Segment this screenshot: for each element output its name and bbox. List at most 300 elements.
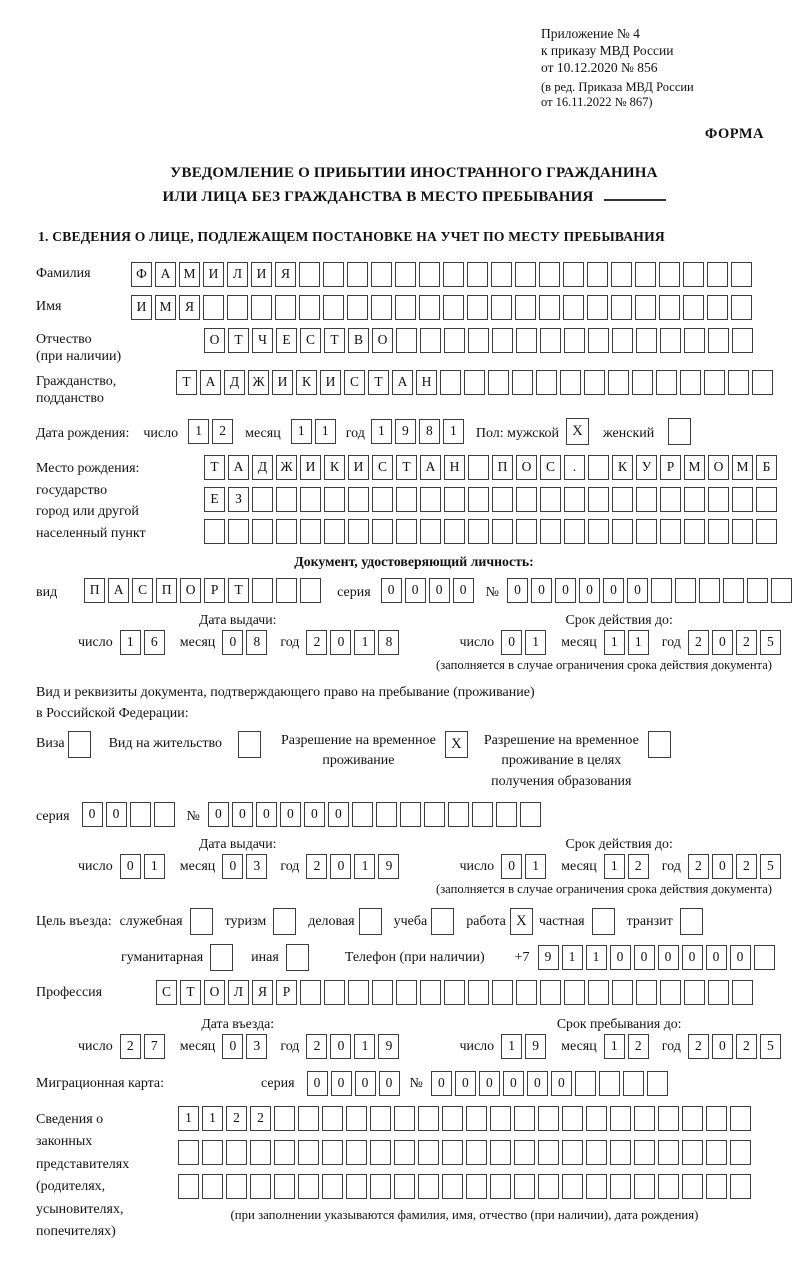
char-cell[interactable]: 0 [603, 578, 624, 603]
char-cell[interactable] [400, 802, 421, 827]
char-cell[interactable] [492, 487, 513, 512]
char-cell[interactable] [575, 1071, 596, 1096]
gender-female-checkbox[interactable] [668, 418, 691, 445]
char-cell[interactable]: С [372, 455, 393, 480]
char-cell[interactable] [490, 1174, 511, 1199]
char-cell[interactable] [347, 262, 368, 287]
char-cell[interactable]: 2 [226, 1106, 247, 1131]
char-cell[interactable]: 0 [610, 945, 631, 970]
char-cell[interactable]: 1 [354, 1034, 375, 1059]
char-cell[interactable]: 2 [736, 1034, 757, 1059]
char-cell[interactable] [588, 487, 609, 512]
char-cell[interactable] [538, 1140, 559, 1165]
char-cell[interactable] [251, 295, 272, 320]
char-cell[interactable] [516, 487, 537, 512]
char-cell[interactable] [322, 1106, 343, 1131]
char-cell[interactable]: 2 [306, 854, 327, 879]
char-cell[interactable]: Т [180, 980, 201, 1005]
char-cell[interactable] [732, 980, 753, 1005]
char-cell[interactable]: В [348, 328, 369, 353]
char-cell[interactable]: Т [368, 370, 389, 395]
char-cell[interactable] [730, 1106, 751, 1131]
char-cell[interactable]: 2 [688, 854, 709, 879]
char-cell[interactable] [636, 980, 657, 1005]
char-cell[interactable] [610, 1174, 631, 1199]
char-cell[interactable] [346, 1174, 367, 1199]
char-cell[interactable]: 5 [760, 630, 781, 655]
char-cell[interactable]: Ч [252, 328, 273, 353]
char-cell[interactable] [610, 1106, 631, 1131]
char-cell[interactable] [394, 1174, 415, 1199]
char-cell[interactable] [491, 295, 512, 320]
char-cell[interactable] [203, 295, 224, 320]
char-cell[interactable]: Ф [131, 262, 152, 287]
char-cell[interactable] [228, 519, 249, 544]
char-cell[interactable] [376, 802, 397, 827]
char-cell[interactable]: 1 [525, 630, 546, 655]
char-cell[interactable] [707, 295, 728, 320]
char-cell[interactable] [647, 1071, 668, 1096]
char-cell[interactable] [298, 1140, 319, 1165]
char-cell[interactable] [299, 262, 320, 287]
char-cell[interactable] [656, 370, 677, 395]
char-cell[interactable]: 0 [379, 1071, 400, 1096]
purpose-official-checkbox[interactable] [190, 908, 213, 935]
char-cell[interactable]: 1 [586, 945, 607, 970]
char-cell[interactable] [730, 1140, 751, 1165]
char-cell[interactable] [771, 578, 792, 603]
char-cell[interactable]: С [132, 578, 153, 603]
char-cell[interactable] [732, 328, 753, 353]
char-cell[interactable] [348, 519, 369, 544]
char-cell[interactable]: 2 [688, 1034, 709, 1059]
char-cell[interactable] [227, 295, 248, 320]
char-cell[interactable] [539, 262, 560, 287]
char-cell[interactable]: 0 [507, 578, 528, 603]
char-cell[interactable] [682, 1106, 703, 1131]
char-cell[interactable] [371, 262, 392, 287]
char-cell[interactable] [634, 1174, 655, 1199]
char-cell[interactable]: 0 [682, 945, 703, 970]
char-cell[interactable] [466, 1174, 487, 1199]
char-cell[interactable] [512, 370, 533, 395]
char-cell[interactable] [468, 980, 489, 1005]
purpose-humanitarian-checkbox[interactable] [210, 944, 233, 971]
char-cell[interactable] [276, 519, 297, 544]
char-cell[interactable] [154, 802, 175, 827]
char-cell[interactable]: 8 [246, 630, 267, 655]
purpose-other-checkbox[interactable] [286, 944, 309, 971]
char-cell[interactable]: 2 [736, 854, 757, 879]
char-cell[interactable]: 0 [355, 1071, 376, 1096]
char-cell[interactable] [348, 980, 369, 1005]
char-cell[interactable]: А [420, 455, 441, 480]
char-cell[interactable] [444, 487, 465, 512]
char-cell[interactable]: П [84, 578, 105, 603]
char-cell[interactable] [346, 1106, 367, 1131]
char-cell[interactable]: С [300, 328, 321, 353]
char-cell[interactable]: Н [416, 370, 437, 395]
char-cell[interactable] [472, 802, 493, 827]
char-cell[interactable]: О [180, 578, 201, 603]
char-cell[interactable] [274, 1106, 295, 1131]
char-cell[interactable]: 2 [306, 630, 327, 655]
char-cell[interactable] [635, 262, 656, 287]
char-cell[interactable]: С [156, 980, 177, 1005]
char-cell[interactable]: Р [276, 980, 297, 1005]
char-cell[interactable]: З [228, 487, 249, 512]
char-cell[interactable]: Я [275, 262, 296, 287]
char-cell[interactable] [588, 980, 609, 1005]
char-cell[interactable]: 2 [628, 854, 649, 879]
char-cell[interactable] [323, 295, 344, 320]
char-cell[interactable]: 0 [331, 1071, 352, 1096]
char-cell[interactable] [660, 980, 681, 1005]
char-cell[interactable]: 0 [712, 1034, 733, 1059]
char-cell[interactable] [560, 370, 581, 395]
char-cell[interactable]: 8 [378, 630, 399, 655]
option-temp-residence-checkbox[interactable]: X [445, 731, 468, 758]
char-cell[interactable]: 2 [306, 1034, 327, 1059]
char-cell[interactable]: 0 [730, 945, 751, 970]
char-cell[interactable] [659, 262, 680, 287]
char-cell[interactable]: 7 [144, 1034, 165, 1059]
char-cell[interactable]: 0 [501, 630, 522, 655]
char-cell[interactable] [756, 487, 777, 512]
char-cell[interactable]: И [320, 370, 341, 395]
char-cell[interactable] [658, 1174, 679, 1199]
char-cell[interactable] [610, 1140, 631, 1165]
char-cell[interactable] [660, 487, 681, 512]
char-cell[interactable]: 3 [246, 1034, 267, 1059]
char-cell[interactable]: Я [252, 980, 273, 1005]
char-cell[interactable] [754, 945, 775, 970]
char-cell[interactable] [322, 1140, 343, 1165]
char-cell[interactable]: 0 [501, 854, 522, 879]
char-cell[interactable]: 0 [106, 802, 127, 827]
char-cell[interactable]: 2 [688, 630, 709, 655]
char-cell[interactable] [636, 519, 657, 544]
char-cell[interactable] [250, 1174, 271, 1199]
char-cell[interactable] [599, 1071, 620, 1096]
char-cell[interactable] [466, 1106, 487, 1131]
char-cell[interactable] [394, 1106, 415, 1131]
char-cell[interactable] [490, 1106, 511, 1131]
char-cell[interactable] [396, 487, 417, 512]
char-cell[interactable]: Е [276, 328, 297, 353]
char-cell[interactable] [347, 295, 368, 320]
char-cell[interactable]: Т [228, 578, 249, 603]
char-cell[interactable]: 0 [527, 1071, 548, 1096]
char-cell[interactable]: 2 [736, 630, 757, 655]
char-cell[interactable]: И [300, 455, 321, 480]
char-cell[interactable] [699, 578, 720, 603]
char-cell[interactable] [300, 487, 321, 512]
char-cell[interactable] [612, 328, 633, 353]
char-cell[interactable] [444, 519, 465, 544]
char-cell[interactable] [747, 578, 768, 603]
char-cell[interactable]: Ж [248, 370, 269, 395]
char-cell[interactable] [612, 487, 633, 512]
char-cell[interactable]: Б [756, 455, 777, 480]
char-cell[interactable] [540, 328, 561, 353]
char-cell[interactable]: 1 [525, 854, 546, 879]
char-cell[interactable] [442, 1106, 463, 1131]
char-cell[interactable] [299, 295, 320, 320]
char-cell[interactable] [468, 487, 489, 512]
char-cell[interactable]: О [516, 455, 537, 480]
char-cell[interactable] [536, 370, 557, 395]
char-cell[interactable] [756, 519, 777, 544]
char-cell[interactable]: 1 [315, 419, 336, 444]
char-cell[interactable] [538, 1174, 559, 1199]
char-cell[interactable] [324, 980, 345, 1005]
char-cell[interactable] [348, 487, 369, 512]
char-cell[interactable]: 9 [538, 945, 559, 970]
char-cell[interactable] [707, 262, 728, 287]
char-cell[interactable]: 1 [144, 854, 165, 879]
char-cell[interactable] [730, 1174, 751, 1199]
char-cell[interactable] [708, 487, 729, 512]
char-cell[interactable]: 0 [330, 854, 351, 879]
char-cell[interactable] [684, 487, 705, 512]
char-cell[interactable]: Т [204, 455, 225, 480]
char-cell[interactable]: К [612, 455, 633, 480]
char-cell[interactable]: 1 [202, 1106, 223, 1131]
char-cell[interactable] [538, 1106, 559, 1131]
char-cell[interactable]: 5 [760, 1034, 781, 1059]
char-cell[interactable] [443, 262, 464, 287]
char-cell[interactable] [202, 1174, 223, 1199]
char-cell[interactable] [420, 487, 441, 512]
char-cell[interactable] [728, 370, 749, 395]
char-cell[interactable] [539, 295, 560, 320]
char-cell[interactable]: 0 [712, 854, 733, 879]
char-cell[interactable]: С [344, 370, 365, 395]
char-cell[interactable]: Т [324, 328, 345, 353]
char-cell[interactable]: 0 [232, 802, 253, 827]
option-temp-residence-edu-checkbox[interactable] [648, 731, 671, 758]
char-cell[interactable] [418, 1106, 439, 1131]
char-cell[interactable] [346, 1140, 367, 1165]
char-cell[interactable] [588, 328, 609, 353]
char-cell[interactable] [680, 370, 701, 395]
char-cell[interactable] [514, 1106, 535, 1131]
char-cell[interactable]: 0 [555, 578, 576, 603]
char-cell[interactable] [658, 1106, 679, 1131]
char-cell[interactable] [275, 295, 296, 320]
char-cell[interactable]: И [131, 295, 152, 320]
char-cell[interactable]: А [155, 262, 176, 287]
char-cell[interactable]: 0 [503, 1071, 524, 1096]
char-cell[interactable] [418, 1174, 439, 1199]
char-cell[interactable] [732, 519, 753, 544]
char-cell[interactable] [515, 295, 536, 320]
char-cell[interactable] [660, 328, 681, 353]
char-cell[interactable] [396, 328, 417, 353]
char-cell[interactable] [396, 980, 417, 1005]
char-cell[interactable]: И [348, 455, 369, 480]
char-cell[interactable] [466, 1140, 487, 1165]
char-cell[interactable]: Д [224, 370, 245, 395]
char-cell[interactable] [440, 370, 461, 395]
option-visa-checkbox[interactable] [68, 731, 91, 758]
char-cell[interactable] [468, 455, 489, 480]
char-cell[interactable]: 0 [256, 802, 277, 827]
char-cell[interactable] [675, 578, 696, 603]
char-cell[interactable] [731, 295, 752, 320]
char-cell[interactable]: О [204, 980, 225, 1005]
char-cell[interactable] [708, 328, 729, 353]
char-cell[interactable]: 0 [431, 1071, 452, 1096]
char-cell[interactable] [395, 295, 416, 320]
char-cell[interactable]: 0 [634, 945, 655, 970]
char-cell[interactable] [635, 295, 656, 320]
char-cell[interactable] [226, 1174, 247, 1199]
char-cell[interactable]: 1 [604, 630, 625, 655]
char-cell[interactable] [683, 295, 704, 320]
char-cell[interactable]: 8 [419, 419, 440, 444]
char-cell[interactable] [274, 1140, 295, 1165]
char-cell[interactable]: У [636, 455, 657, 480]
char-cell[interactable]: 0 [120, 854, 141, 879]
char-cell[interactable]: А [200, 370, 221, 395]
char-cell[interactable] [752, 370, 773, 395]
char-cell[interactable]: 6 [144, 630, 165, 655]
char-cell[interactable] [632, 370, 653, 395]
char-cell[interactable] [587, 295, 608, 320]
char-cell[interactable]: О [708, 455, 729, 480]
char-cell[interactable] [540, 519, 561, 544]
char-cell[interactable]: 0 [381, 578, 402, 603]
char-cell[interactable]: 1 [371, 419, 392, 444]
char-cell[interactable]: 0 [531, 578, 552, 603]
char-cell[interactable]: 1 [188, 419, 209, 444]
char-cell[interactable] [424, 802, 445, 827]
char-cell[interactable] [636, 328, 657, 353]
char-cell[interactable] [564, 487, 585, 512]
char-cell[interactable]: М [684, 455, 705, 480]
gender-male-checkbox[interactable]: X [566, 418, 589, 445]
char-cell[interactable] [708, 980, 729, 1005]
char-cell[interactable]: И [251, 262, 272, 287]
char-cell[interactable] [324, 487, 345, 512]
char-cell[interactable]: 0 [579, 578, 600, 603]
char-cell[interactable]: К [296, 370, 317, 395]
char-cell[interactable]: 0 [455, 1071, 476, 1096]
char-cell[interactable] [204, 519, 225, 544]
char-cell[interactable] [323, 262, 344, 287]
char-cell[interactable] [226, 1140, 247, 1165]
purpose-transit-checkbox[interactable] [680, 908, 703, 935]
char-cell[interactable] [491, 262, 512, 287]
char-cell[interactable]: Ж [276, 455, 297, 480]
char-cell[interactable] [496, 802, 517, 827]
char-cell[interactable]: 1 [501, 1034, 522, 1059]
char-cell[interactable] [202, 1140, 223, 1165]
char-cell[interactable] [514, 1140, 535, 1165]
char-cell[interactable] [683, 262, 704, 287]
char-cell[interactable] [684, 519, 705, 544]
char-cell[interactable] [516, 519, 537, 544]
char-cell[interactable]: 0 [551, 1071, 572, 1096]
option-residence-permit-checkbox[interactable] [238, 731, 261, 758]
char-cell[interactable]: 0 [222, 1034, 243, 1059]
char-cell[interactable]: 0 [330, 1034, 351, 1059]
char-cell[interactable] [444, 980, 465, 1005]
char-cell[interactable] [706, 1140, 727, 1165]
char-cell[interactable]: 0 [208, 802, 229, 827]
char-cell[interactable]: А [108, 578, 129, 603]
char-cell[interactable]: 0 [280, 802, 301, 827]
char-cell[interactable]: 0 [82, 802, 103, 827]
char-cell[interactable]: Л [228, 980, 249, 1005]
char-cell[interactable]: О [372, 328, 393, 353]
char-cell[interactable] [178, 1174, 199, 1199]
char-cell[interactable]: 9 [525, 1034, 546, 1059]
char-cell[interactable]: 2 [250, 1106, 271, 1131]
char-cell[interactable] [252, 578, 273, 603]
char-cell[interactable] [587, 262, 608, 287]
char-cell[interactable] [562, 1106, 583, 1131]
purpose-private-checkbox[interactable] [592, 908, 615, 935]
char-cell[interactable] [300, 980, 321, 1005]
char-cell[interactable] [608, 370, 629, 395]
char-cell[interactable]: 0 [307, 1071, 328, 1096]
char-cell[interactable] [706, 1106, 727, 1131]
char-cell[interactable]: И [203, 262, 224, 287]
char-cell[interactable] [612, 519, 633, 544]
char-cell[interactable]: 3 [246, 854, 267, 879]
char-cell[interactable] [514, 1174, 535, 1199]
char-cell[interactable]: 0 [328, 802, 349, 827]
char-cell[interactable] [322, 1174, 343, 1199]
char-cell[interactable]: С [540, 455, 561, 480]
char-cell[interactable]: 9 [395, 419, 416, 444]
char-cell[interactable]: 0 [627, 578, 648, 603]
char-cell[interactable]: 1 [178, 1106, 199, 1131]
char-cell[interactable] [492, 328, 513, 353]
char-cell[interactable]: И [272, 370, 293, 395]
char-cell[interactable]: Л [227, 262, 248, 287]
char-cell[interactable] [562, 1140, 583, 1165]
char-cell[interactable] [370, 1106, 391, 1131]
char-cell[interactable]: М [155, 295, 176, 320]
char-cell[interactable] [276, 487, 297, 512]
char-cell[interactable] [584, 370, 605, 395]
char-cell[interactable]: 5 [760, 854, 781, 879]
char-cell[interactable]: 0 [304, 802, 325, 827]
char-cell[interactable] [468, 328, 489, 353]
char-cell[interactable] [371, 295, 392, 320]
char-cell[interactable] [418, 1140, 439, 1165]
char-cell[interactable] [442, 1140, 463, 1165]
char-cell[interactable]: 9 [378, 854, 399, 879]
char-cell[interactable] [250, 1140, 271, 1165]
char-cell[interactable]: Н [444, 455, 465, 480]
char-cell[interactable]: 0 [429, 578, 450, 603]
char-cell[interactable] [708, 519, 729, 544]
char-cell[interactable] [732, 487, 753, 512]
char-cell[interactable] [520, 802, 541, 827]
char-cell[interactable] [563, 295, 584, 320]
char-cell[interactable] [419, 262, 440, 287]
char-cell[interactable] [298, 1106, 319, 1131]
char-cell[interactable]: Р [204, 578, 225, 603]
char-cell[interactable]: О [204, 328, 225, 353]
char-cell[interactable]: 1 [120, 630, 141, 655]
char-cell[interactable] [274, 1174, 295, 1199]
